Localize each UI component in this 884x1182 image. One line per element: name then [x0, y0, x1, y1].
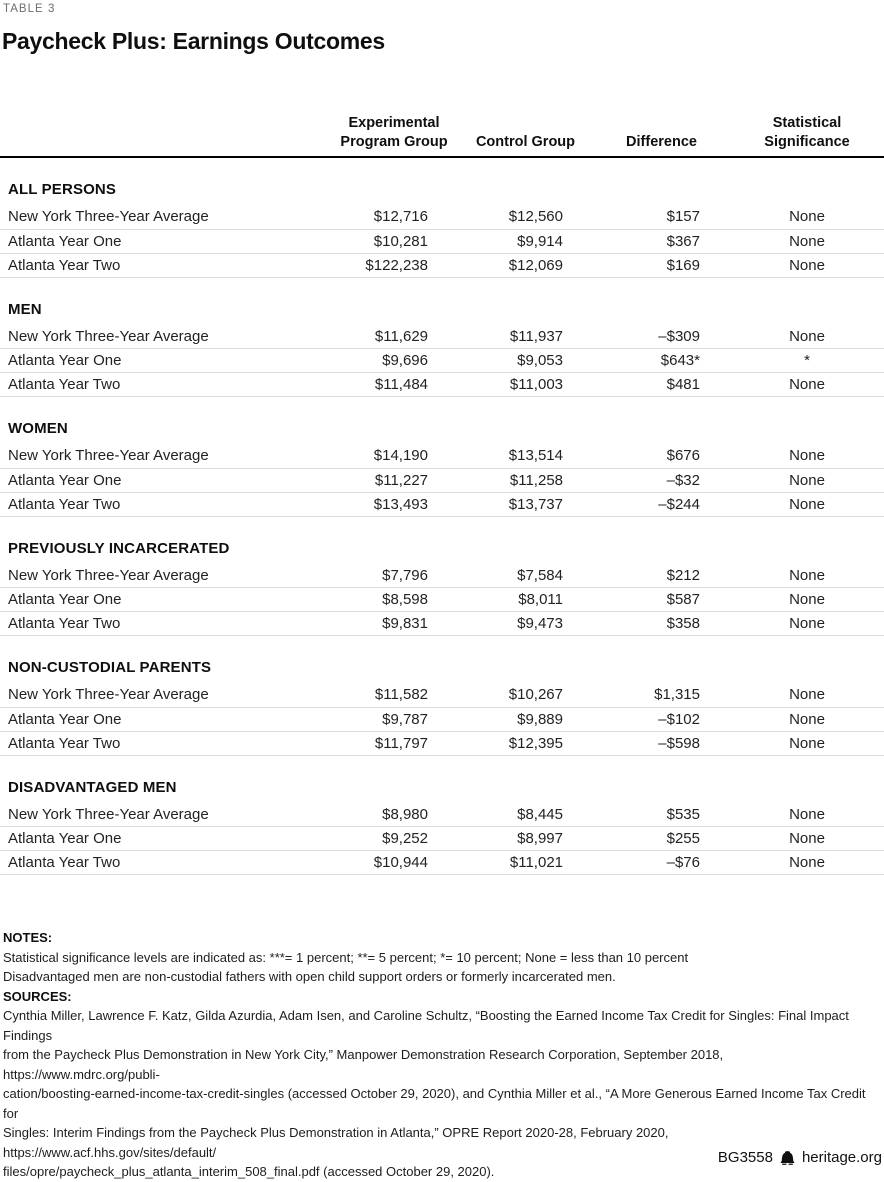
experimental-value: $12,716 [330, 205, 458, 229]
heritage-bell-icon [780, 1151, 795, 1165]
control-value: $8,445 [458, 803, 593, 827]
section-title: PREVIOUSLY INCARCERATED [8, 539, 230, 557]
table-row [0, 803, 884, 827]
section-header-row [0, 157, 884, 205]
difference-value: –$32 [593, 468, 730, 492]
table-body [0, 157, 884, 875]
difference-value: $643* [593, 349, 730, 373]
significance-value: None [730, 468, 884, 492]
experimental-value: $10,281 [330, 229, 458, 253]
row-label: New York Three-Year Average [0, 564, 330, 588]
row-label: New York Three-Year Average [0, 803, 330, 827]
table-row [0, 373, 884, 397]
control-value: $7,584 [458, 564, 593, 588]
row-label: Atlanta Year One [0, 827, 330, 851]
experimental-value: $122,238 [330, 253, 458, 277]
section-title: NON-CUSTODIAL PARENTS [8, 659, 212, 676]
earnings-table [0, 114, 884, 875]
significance-value: None [730, 731, 884, 755]
experimental-value: $9,696 [330, 349, 458, 373]
significance-value: None [730, 827, 884, 851]
difference-value: $481 [593, 373, 730, 397]
difference-value: –$244 [593, 492, 730, 516]
control-value: $9,473 [458, 612, 593, 636]
difference-value: $535 [593, 803, 730, 827]
significance-value: None [730, 588, 884, 612]
table-row [0, 612, 884, 636]
control-value: $12,560 [458, 205, 593, 229]
significance-value: None [730, 492, 884, 516]
notes-section [3, 928, 881, 1182]
table-row [0, 564, 884, 588]
control-value: $11,937 [458, 325, 593, 349]
significance-value: * [730, 349, 884, 373]
table-row [0, 349, 884, 373]
row-label: Atlanta Year One [0, 707, 330, 731]
note-line: Disadvantaged men are non-custodial fathers with open child support orders or formerly incarcerated men. [3, 969, 616, 984]
row-label: Atlanta Year One [0, 229, 330, 253]
document-page [0, 3, 884, 1179]
column-header-difference: Difference [593, 114, 730, 157]
experimental-value: $11,582 [330, 683, 458, 707]
section-header-row [0, 397, 884, 445]
section-title: ALL PERSONS [8, 181, 117, 198]
experimental-value: $13,493 [330, 492, 458, 516]
control-value: $12,069 [458, 253, 593, 277]
experimental-value: $14,190 [330, 444, 458, 468]
significance-value: None [730, 444, 884, 468]
experimental-value: $8,980 [330, 803, 458, 827]
row-label: Atlanta Year Two [0, 851, 330, 875]
control-value: $8,997 [458, 827, 593, 851]
significance-value: None [730, 325, 884, 349]
table-row [0, 588, 884, 612]
table-row [0, 325, 884, 349]
row-label: New York Three-Year Average [0, 683, 330, 707]
sources-label: SOURCES: [3, 988, 72, 1004]
difference-value: $255 [593, 827, 730, 851]
experimental-value: $9,831 [330, 612, 458, 636]
source-line: files/opre/paycheck_plus_atlanta_interim_508_final.pdf (accessed October 29, 2020). [3, 1164, 495, 1179]
notes-label: NOTES: [3, 930, 53, 945]
source-line: Cynthia Miller, Lawrence F. Katz, Gilda Azurdia, Adam Isen, and Caroline Schultz, “Boosting the Earned Income Tax Credit for Singles: Final Impact Findings [3, 1008, 849, 1043]
table-row [0, 492, 884, 516]
difference-value: $367 [593, 229, 730, 253]
table-row [0, 229, 884, 253]
experimental-value: $11,227 [330, 468, 458, 492]
section-title: MEN [8, 300, 42, 318]
row-label: New York Three-Year Average [0, 444, 330, 468]
table-row [0, 683, 884, 707]
row-label: Atlanta Year One [0, 588, 330, 612]
section-header-row [0, 636, 884, 684]
experimental-value: $9,252 [330, 827, 458, 851]
difference-value: $157 [593, 205, 730, 229]
experimental-value: $7,796 [330, 564, 458, 588]
control-value: $9,053 [458, 349, 593, 373]
row-label: Atlanta Year One [0, 349, 330, 373]
control-value: $11,003 [458, 373, 593, 397]
control-value: $9,889 [458, 707, 593, 731]
row-label: Atlanta Year Two [0, 373, 330, 397]
row-label: New York Three-Year Average [0, 325, 330, 349]
column-header-control: Control Group [458, 114, 593, 157]
table-row [0, 707, 884, 731]
difference-value: $676 [593, 444, 730, 468]
table-row [0, 205, 884, 229]
control-value: $13,737 [458, 492, 593, 516]
experimental-value: $8,598 [330, 588, 458, 612]
difference-value: $169 [593, 253, 730, 277]
experimental-value: $11,797 [330, 731, 458, 755]
control-value: $11,258 [458, 468, 593, 492]
row-label: Atlanta Year Two [0, 612, 330, 636]
source-line: cation/boosting-earned-income-tax-credit-singles (accessed October 29, 2020), and Cynthia Miller et al., “A More Generous Earned Income Tax Credit for [3, 1086, 866, 1121]
significance-value: None [730, 205, 884, 229]
heritage-site-link[interactable]: heritage.org [801, 1149, 882, 1166]
row-label: Atlanta Year Two [0, 731, 330, 755]
significance-value: None [730, 851, 884, 875]
section-header-row [0, 516, 884, 564]
difference-value: $1,315 [593, 683, 730, 707]
experimental-value: $11,484 [330, 373, 458, 397]
row-label: New York Three-Year Average [0, 205, 330, 229]
difference-value: –$76 [593, 851, 730, 875]
table-header [0, 114, 884, 157]
section-title: DISADVANTAGED MEN [8, 778, 177, 796]
significance-value: None [730, 612, 884, 636]
source-line: from the Paycheck Plus Demonstration in New York City,” Manpower Demonstration Research Corporation, September 2018, https://www.mdrc.org/publi- [3, 1047, 724, 1082]
difference-value: $212 [593, 564, 730, 588]
significance-value: None [730, 253, 884, 277]
control-value: $12,395 [458, 731, 593, 755]
table-number-eyebrow: TABLE 3 [3, 3, 56, 15]
significance-value: None [730, 803, 884, 827]
difference-value: $587 [593, 588, 730, 612]
control-value: $9,914 [458, 229, 593, 253]
section-header-row [0, 277, 884, 325]
table-row [0, 731, 884, 755]
row-label: Atlanta Year One [0, 468, 330, 492]
section-header-row [0, 755, 884, 803]
significance-value: None [730, 683, 884, 707]
difference-value: $358 [593, 612, 730, 636]
document-id: BG3558 [717, 1149, 773, 1166]
page-title: Paycheck Plus: Earnings Outcomes [2, 28, 385, 54]
table-row [0, 444, 884, 468]
row-label: Atlanta Year Two [0, 253, 330, 277]
control-value: $10,267 [458, 683, 593, 707]
page-footer [718, 1149, 882, 1166]
significance-value: None [730, 707, 884, 731]
difference-value: –$309 [593, 325, 730, 349]
significance-value: None [730, 373, 884, 397]
row-label: Atlanta Year Two [0, 492, 330, 516]
table-row [0, 253, 884, 277]
note-line: Statistical significance levels are indicated as: ***= 1 percent; **= 5 percent; *= 10 percent; None = less than 10 percent [3, 949, 689, 965]
column-header-experimental: Experimental Program Group [330, 114, 458, 157]
control-value: $11,021 [458, 851, 593, 875]
significance-value: None [730, 564, 884, 588]
section-title: WOMEN [8, 420, 68, 437]
experimental-value: $11,629 [330, 325, 458, 349]
difference-value: –$598 [593, 731, 730, 755]
table-row [0, 851, 884, 875]
experimental-value: $10,944 [330, 851, 458, 875]
experimental-value: $9,787 [330, 707, 458, 731]
table-row [0, 827, 884, 851]
column-header-significance: Statistical Significance [730, 114, 884, 157]
source-line: Singles: Interim Findings from the Paycheck Plus Demonstration in Atlanta,” OPRE Report 2020-28, February 2020, https://www.acf.hhs.gov/sites/default/ [3, 1125, 669, 1160]
difference-value: –$102 [593, 707, 730, 731]
table-row [0, 468, 884, 492]
significance-value: None [730, 229, 884, 253]
control-value: $13,514 [458, 444, 593, 468]
column-header-empty [0, 114, 330, 157]
control-value: $8,011 [458, 588, 593, 612]
